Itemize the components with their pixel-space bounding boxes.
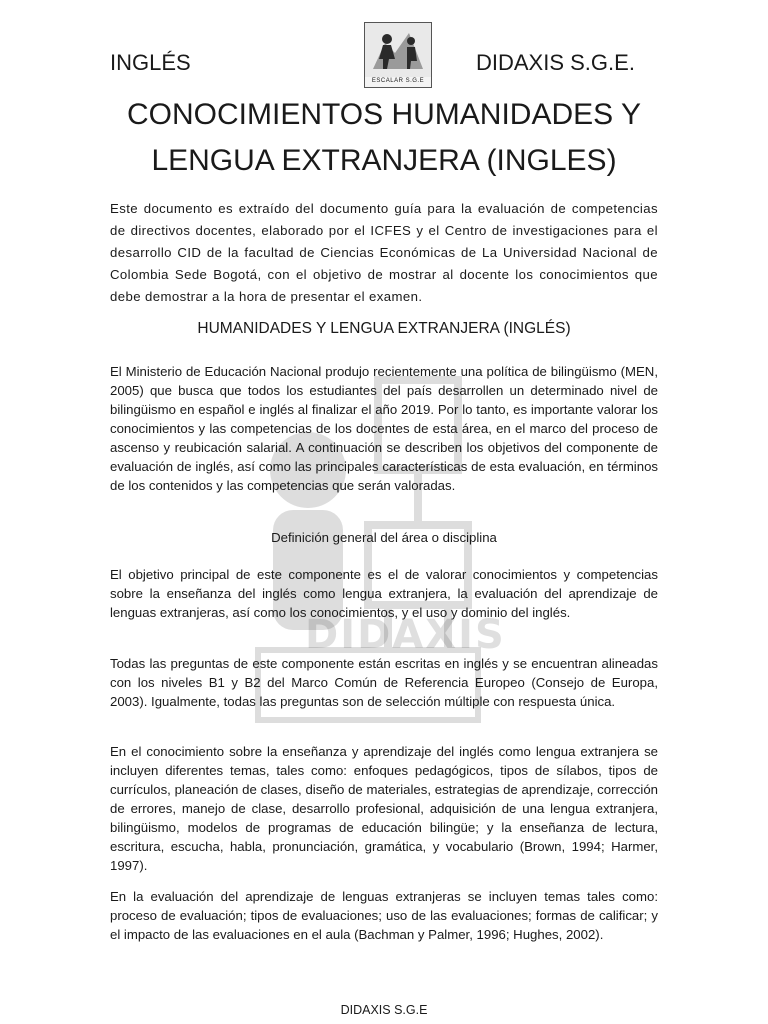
paragraph-1: El Ministerio de Educación Nacional produjo recientemente una política de bilingüismo (MEN, 2005) que busca que todos los estudiantes del país desarrollen un determinado nivel de bilingüismo en español e inglés al finalizar el año 2019. Por lo tanto, es importante valorar los conocimientos y las competencias de los docentes de esta área, en el marco del proceso de ascenso y reubicación salarial. A continuación se describen los objetivos del componente de evaluación de inglés, así como las principales características de esta evaluación, en términos de los contenidos y las competencias que serán valoradas. [110, 364, 658, 493]
paragraph-4: En el conocimiento sobre la enseñanza y aprendizaje del inglés como lengua extranjera se incluyen diferentes temas, tales como: enfoques pedagógicos, tipos de sílabos, tipos de currículos, planeación de clases, diseño de materiales, estrategias de aprendizaje, corrección de errores, manejo de clase, desarrollo profesional, adquisición de una lengua extranjera, bilingüismo, modelos de programas de educación bilingüe; y la enseñanza de lectura, escritura, escucha, habla, pronunciación, gramática, y vocabulario (Brown, 1994; Harmer, 1997). [110, 744, 658, 873]
sub-heading: Definición general del área o disciplina [271, 530, 497, 545]
title-line-1: CONOCIMIENTOS HUMANIDADES Y [127, 98, 641, 131]
header-subject: INGLÉS [110, 50, 191, 75]
paragraph-5: En la evaluación del aprendizaje de lenguas extranjeras se incluyen temas tales como: proceso de evaluación; tipos de evaluaciones; uso de las evaluaciones; formas de calificar; y el impacto de las evaluaciones en el aula (Bachman y Palmer, 1996; Hughes, 2002). [110, 889, 658, 942]
logo-figure-icon [365, 23, 431, 77]
intro-paragraph: Este documento es extraído del documento guía para la evaluación de competencias de directivos docentes, elaborado por el ICFES y el Centro de investigaciones para el desarrollo CID de la facultad de Ciencias Económicas de La Universidad Nacional de Colombia Sede Bogotá, con el objetivo de mostrar al docente los conocimientos que debe demostrar a la hora de presentar el examen. [110, 201, 658, 304]
title-line-2: LENGUA EXTRANJERA (INGLES) [151, 144, 617, 177]
page-footer: DIDAXIS S.G.E [340, 1003, 428, 1017]
page-title [60, 92, 708, 184]
watermark-text: DIDAXIS [305, 612, 506, 658]
paragraph-3: Todas las preguntas de este componente están escritas en inglés y se encuentran alineadas con los niveles B1 y B2 del Marco Común de Referencia Europeo (Consejo de Europa, 2003). Igualmente, todas las preguntas son de selección múltiple con respuesta única. [110, 656, 658, 709]
paragraph-2: El objetivo principal de este componente es el de valorar conocimientos y competencias sobre la enseñanza del inglés como lengua extranjera, la evaluación del aprendizaje de lenguas extranjeras, así como los conocimientos, y el uso y dominio del inglés. [110, 567, 658, 620]
section-heading: HUMANIDADES Y LENGUA EXTRANJERA (INGLÉS) [197, 320, 571, 337]
logo-caption: ESCALAR S.G.E [371, 78, 425, 84]
header-brand: DIDAXIS S.G.E. [476, 50, 635, 75]
logo [364, 22, 432, 88]
